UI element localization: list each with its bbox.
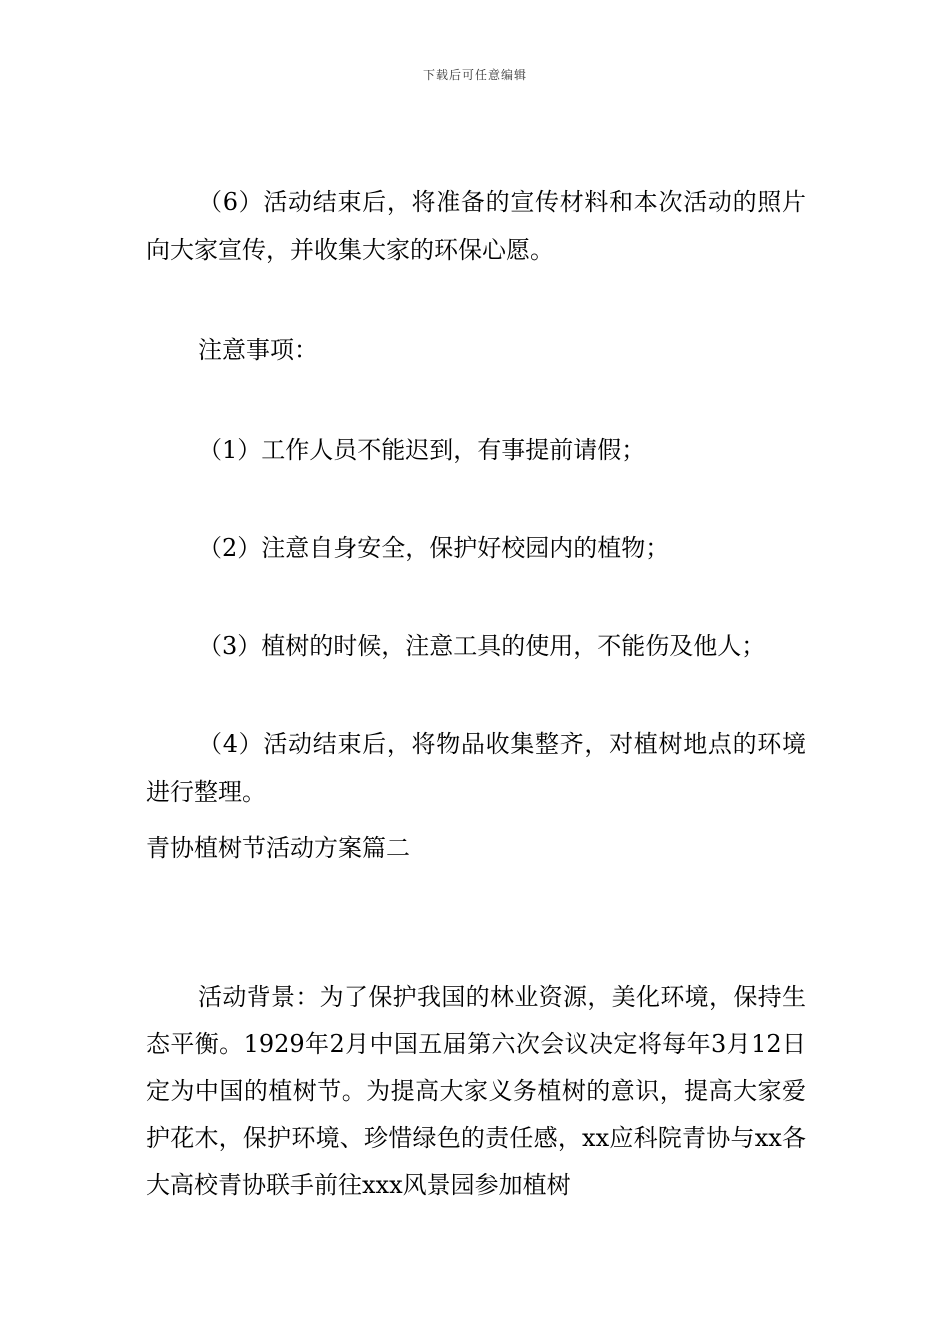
section-title: 青协植树节活动方案篇二 (146, 834, 410, 862)
paragraph-note-3: （3）植树的时候，注意工具的使用，不能伤及他人； (198, 632, 766, 660)
paragraph-activity-end-promotion: （6）活动结束后，将准备的宣传材料和本次活动的照片向大家宣传，并收集大家的环保心愿。 (146, 188, 806, 264)
paragraph-notes-heading: 注意事项： (198, 336, 318, 364)
paragraph-note-4: （4）活动结束后，将物品收集整齐，对植树地点的环境进行整理。 (146, 730, 806, 806)
paragraph-note-1: （1）工作人员不能迟到，有事提前请假； (198, 436, 646, 464)
paragraph-note-2: （2）注意自身安全，保护好校园内的植物； (198, 534, 670, 562)
paragraph-activity-background: 活动背景：为了保护我国的林业资源，美化环境，保持生态平衡。1929年2月中国五届第六次会议决定将每年3月12日定为中国的植树节。为提高大家义务植树的意识，提高大家爱护花木，保护环境、珍惜绿色的责任感，xx应科院青协与xx各大高校青协联手前往xxx风景园参加植树 (146, 983, 806, 1199)
page-header: 下载后可任意编辑 (422, 68, 527, 82)
